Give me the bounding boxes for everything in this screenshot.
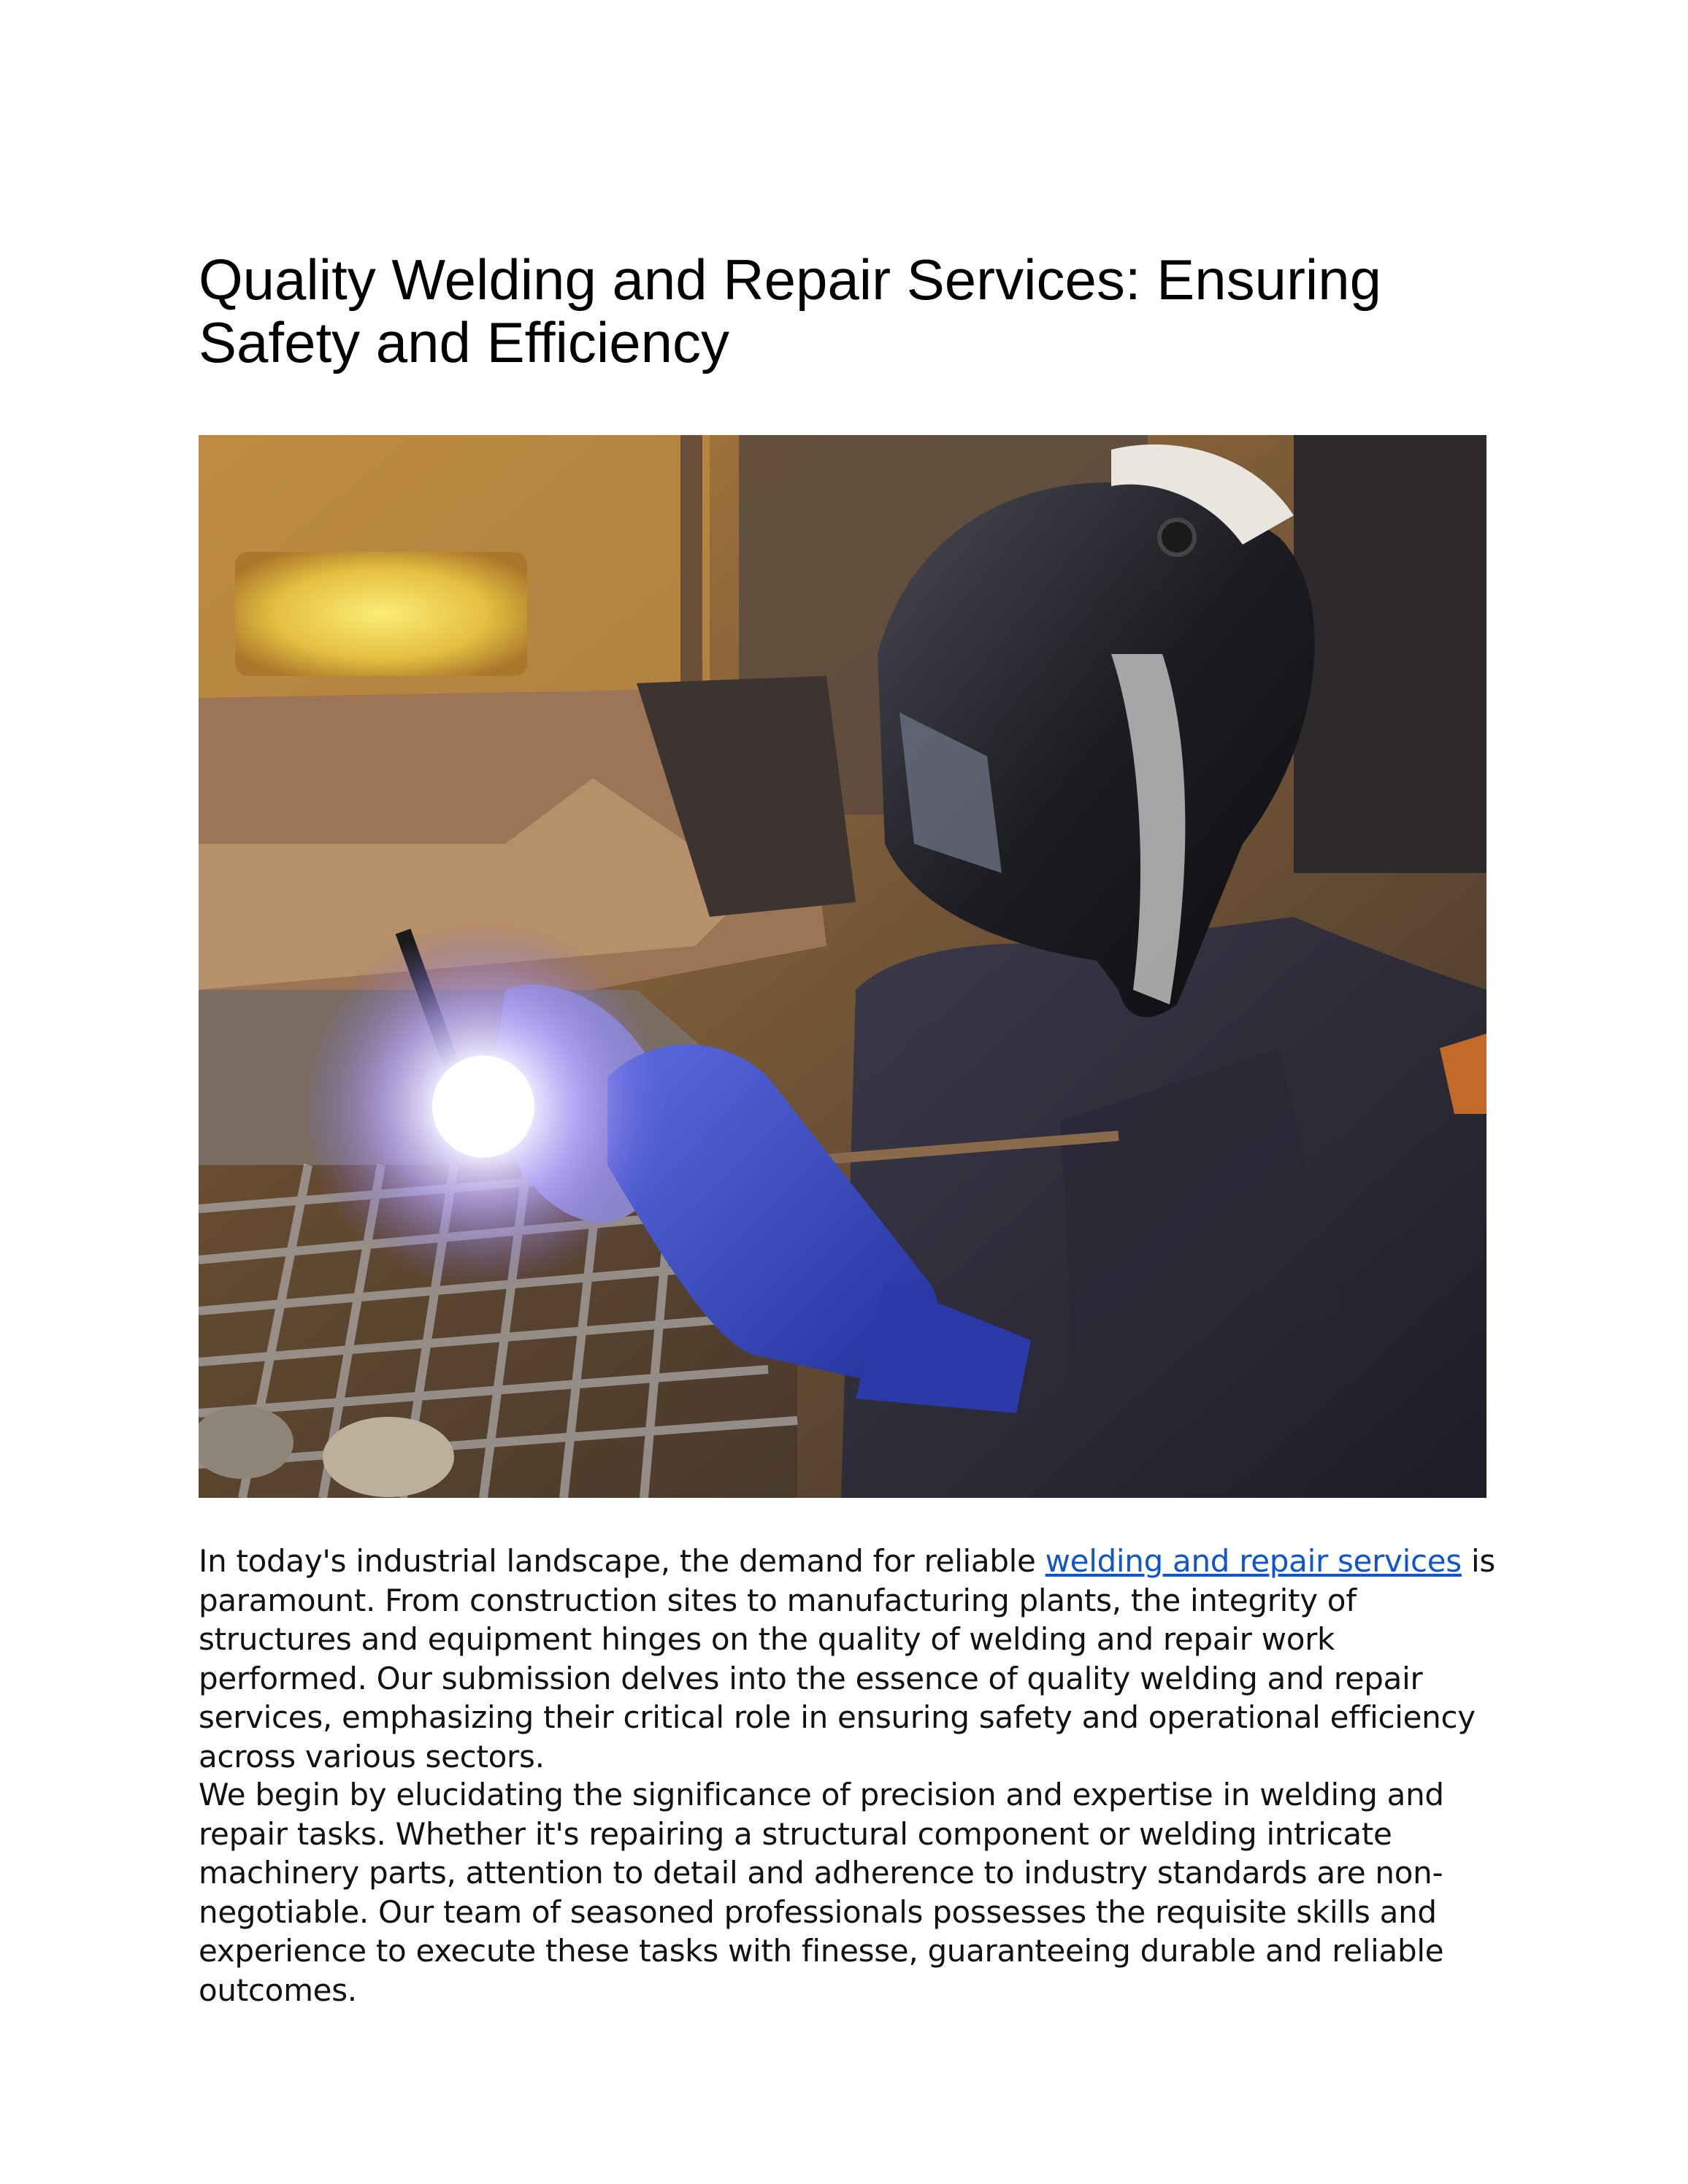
welding-services-link[interactable]: welding and repair services [1045,1543,1462,1579]
welder-illustration [199,435,1486,1498]
intro-text-before-link: In today's industrial landscape, the demand for reliable [199,1543,1046,1579]
intro-paragraph [199,1542,1505,1776]
intro-text-after-link: is paramount. From construction sites to manufacturing plants, the integrity of structures and equipment hinges on the quality of welding and repair work performed. Our submission delves into the essence of quality welding and repair services, emphasizing their critical role in ensuring safety and operational efficiency across various sectors. [199,1543,1495,1774]
welder-photo [199,435,1486,1498]
expertise-paragraph: We begin by elucidating the significance of precision and expertise in welding and repair tasks. Whether it's repairing a structural component or welding intricate machinery parts, attention to detail and adherence to industry standards are non-negotiable. Our team of seasoned professionals possesses the requisite skills and experience to execute these tasks with finesse, guaranteeing durable and reliable outcomes. [199,1777,1444,2008]
page-title: Quality Welding and Repair Services: Ensuring Safety and Efficiency [199,247,1382,374]
